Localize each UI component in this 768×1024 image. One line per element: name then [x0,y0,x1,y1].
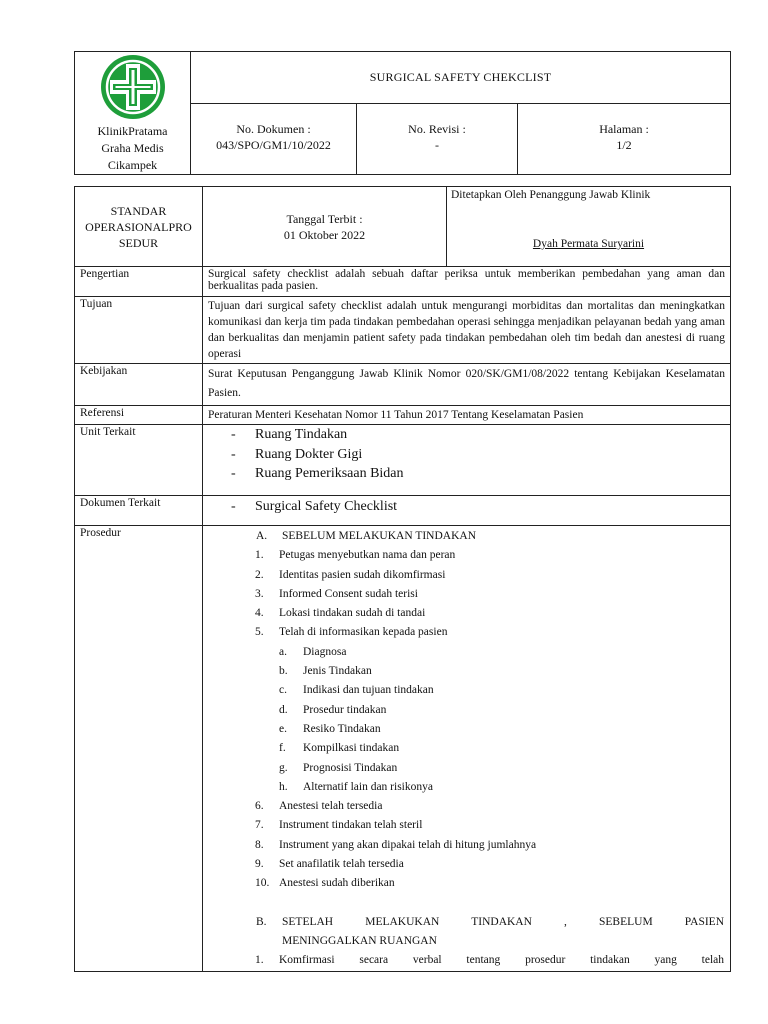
section-b-heading-continued: MENINGGALKAN RUANGAN [282,934,437,947]
revision-label: No. Revisi : [408,122,466,137]
row-label-pengertian: Pengertian [75,267,203,297]
revision-cell [357,104,518,175]
issue-date-cell [203,187,447,267]
row-label-tujuan: Tujuan [75,297,203,364]
sub-list-item: c. Indikasi dan tujuan tindakan [279,684,434,697]
row-label-referensi: Referensi [75,406,203,425]
dokumen-terkait-list [203,496,730,517]
issue-date-label: Tanggal Terbit : [286,211,363,226]
page-label: Halaman : [599,122,649,137]
list-item: 7. Instrument tindakan telah steril [255,819,423,832]
dokumen-terkait-cell [203,496,731,526]
row-label-dokumen-terkait: Dokumen Terkait [75,496,203,526]
sub-list-item: a. Diagnosa [279,645,347,658]
document-number-cell [191,104,357,175]
sub-list-item: f. Kompilkasi tindakan [279,742,400,755]
list-item: - Surgical Safety Checklist [231,497,730,517]
section-spacer [203,894,724,913]
sub-list-item: b. Jenis Tindakan [279,665,372,678]
list-item: - Ruang Dokter Gigi [231,445,730,465]
issue-date-value: 01 Oktober 2022 [283,227,366,242]
row-label-kebijakan: Kebijakan [75,364,203,406]
document-number-value: 043/SPO/GM1/10/2022 [216,138,331,153]
page-value: 1/2 [616,138,632,153]
sop-table [74,186,731,972]
list-item: 1. Petugas menyebutkan nama dan peran [255,549,456,562]
list-item: 5. Telah di informasikan kepada pasien [255,626,448,639]
row-label-unit-terkait: Unit Terkait [75,425,203,496]
section-b-heading: B. SETELAH MELAKUKAN TINDAKAN , SEBELUM PASIEN [256,915,724,928]
prosedur-cell [203,526,731,972]
clinic-identity [75,52,191,175]
approved-by-label: Ditetapkan Oleh Penanggung Jawab Klinik [451,189,651,201]
tujuan-text: Tujuan dari surgical safety checklist adalah untuk mengurangi morbiditas dan mortalitas dan meningkatkan komunikasi dan kerja tim pada tindakan pembedahan operasi sehingga menjadikan pelayanan bedah yang aman dan berkualitas dan menjamin patient safety pada tindakan pembedahan oleh tim bedah dan anestesi di ruang operasi [203,297,731,364]
standard-procedure-label: STANDAR OPERASIONALPRO SEDUR [75,187,203,267]
unit-terkait-list [203,425,730,484]
list-item: 2. Identitas pasien sudah dikomfirmasi [255,568,446,581]
revision-value: - [435,138,439,153]
sub-list-item: g. Prognosisi Tindakan [279,761,398,774]
clinic-name: KlinikPratama Graha Medis Cikampek [97,124,168,172]
page-cell [518,104,731,175]
list-item: - Ruang Pemeriksaan Bidan [231,464,730,484]
row-label-prosedur: Prosedur [75,526,203,972]
document-header [74,51,731,175]
approved-by-name: Dyah Permata Suryarini [532,238,645,250]
list-item: 8. Instrument yang akan dipakai telah di hitung jumlahnya [255,838,537,851]
section-a-heading: A. SEBELUM MELAKUKAN TINDAKAN [256,530,477,542]
medical-cross-logo-icon [96,54,170,120]
sub-list-item: e. Resiko Tindakan [279,722,381,735]
sub-list-item: d. Prosedur tindakan [279,703,387,716]
kebijakan-text: Surat Keputusan Penganggung Jawab Klinik Nomor 020/SK/GM1/08/2022 tentang Kebijakan Keselamatan Pasien. [203,364,731,406]
document-number-label: No. Dokumen : [236,122,311,137]
sub-list-item: h. Alternatif lain dan risikonya [279,780,433,793]
approval-cell [447,187,731,267]
document-title: SURGICAL SAFETY CHEKCLIST [191,52,731,104]
clinic-logo [96,54,170,120]
list-item: 1. Komfirmasi secara verbal tentang prosedur tindakan yang telah [255,954,724,967]
list-item: 4. Lokasi tindakan sudah di tandai [255,607,426,620]
list-item: - Ruang Tindakan [231,425,730,445]
list-item: 6. Anestesi telah tersedia [255,800,383,813]
pengertian-text: Surgical safety checklist adalah sebuah daftar periksa untuk memberikan pembedahan yang aman dan berkualitas pada pasien. [203,267,731,297]
referensi-text: Peraturan Menteri Kesehatan Nomor 11 Tahun 2017 Tentang Keselamatan Pasien [203,406,731,425]
list-item: 10. Anestesi sudah diberikan [255,877,395,890]
list-item: 9. Set anafilatik telah tersedia [255,858,404,871]
unit-terkait-cell [203,425,731,496]
list-item: 3. Informed Consent sudah terisi [255,587,418,600]
